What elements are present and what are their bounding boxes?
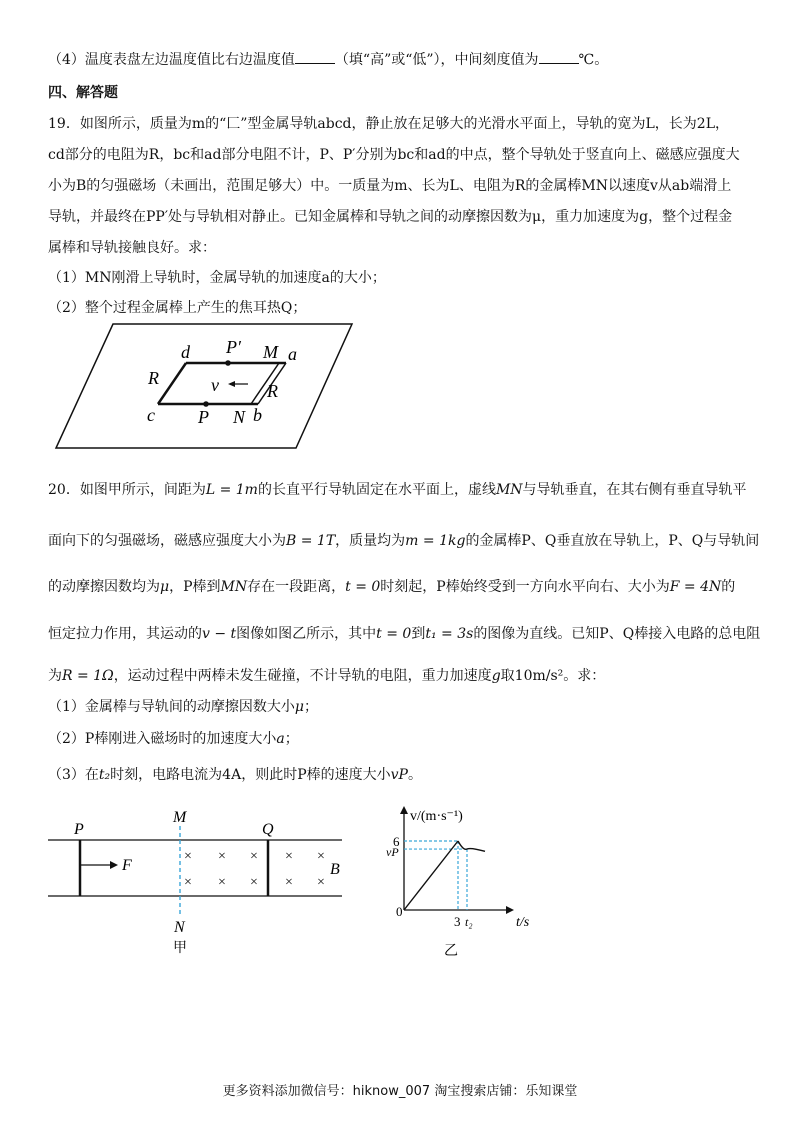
svg-text:×: × <box>218 875 226 890</box>
svg-text:×: × <box>285 875 293 890</box>
label-m: M <box>263 342 278 362</box>
answer-blank <box>539 51 579 64</box>
label-r-left: R <box>148 368 159 388</box>
label-m: M <box>173 809 187 826</box>
q19-line5: 属棒和导轨接触良好。求： <box>48 240 216 256</box>
tick-origin: 0 <box>396 904 403 919</box>
label-p: P <box>198 407 209 427</box>
svg-text:×: × <box>218 849 226 864</box>
label-q: Q <box>262 821 274 838</box>
velocity-arrowhead <box>228 381 235 387</box>
q19-sub2: （2）整个过程金属棒上产生的焦耳热Q； <box>48 300 307 316</box>
q20-sub1: （1）金属棒与导轨间的动摩擦因数大小μ； <box>48 699 319 715</box>
y-axis-label: v/(m·s⁻¹) <box>410 809 463 824</box>
label-p-prime: P′ <box>226 337 241 357</box>
point-p-prime <box>225 360 231 366</box>
y-axis-arrowhead <box>400 806 408 814</box>
q18-part4: （4）温度表盘左边温度值比右边温度值 （填“高”或“低”），中间刻度值为 ℃。 <box>48 52 609 68</box>
svg-text:×: × <box>184 875 192 890</box>
q20-line3: 的动摩擦因数均为μ，P棒到MN存在一段距离，t = 0时刻起，P棒始终受到一方向水平向右、大小为F = 4N的 <box>48 579 736 595</box>
caption-jia: 甲 <box>173 941 187 956</box>
label-a: a <box>288 344 297 364</box>
svg-text:×: × <box>317 849 325 864</box>
q19-line1: 19．如图所示，质量为m的“匚”型金属导轨abcd，静止放在足够大的光滑水平面上，导轨的宽为L，长为2L， <box>48 116 730 132</box>
q19-figure <box>48 322 368 452</box>
label-p: P <box>74 821 84 838</box>
q20-line4: 恒定拉力作用，其运动的v − t图像如图乙所示，其中t = 0到t₁ = 3s的图像为直线。已知P、Q棒接入电路的总电阻 <box>48 626 761 642</box>
tick-x-t2: t₂ <box>465 915 473 929</box>
series-line-curve <box>458 841 485 851</box>
svg-text:×: × <box>317 875 325 890</box>
label-v: v <box>211 375 219 395</box>
series-line-linear <box>404 841 458 910</box>
force-arrowhead <box>110 861 118 869</box>
q19-line2: cd部分的电阻为R，bc和ad部分电阻不计，P、P′分别为bc和ad的中点，整个导轨处于竖直向上、磁感应强度大 <box>48 147 740 163</box>
point-p <box>203 401 209 407</box>
svg-text:×: × <box>250 875 258 890</box>
q20-sub3: （3）在t₂时刻，电路电流为4A，则此时P棒的速度大小vP。 <box>48 767 422 783</box>
q20-figure-left <box>40 808 360 958</box>
label-r-right: R <box>267 381 278 401</box>
q20-sub2: （2）P棒刚进入磁场时的加速度大小a； <box>48 731 299 747</box>
svg-text:×: × <box>250 849 258 864</box>
label-b: B <box>330 861 340 878</box>
label-b: b <box>253 405 262 425</box>
label-c: c <box>147 405 155 425</box>
x-axis-label: t/s <box>516 915 530 930</box>
footer: 更多资料添加微信号：hiknow_007 淘宝搜索店铺：乐知课堂 <box>222 1084 578 1099</box>
q20-line2: 面向下的匀强磁场，磁感应强度大小为B = 1T，质量均为m = 1kg的金属棒P、Q垂直放在导轨上，P、Q与导轨间 <box>48 533 760 549</box>
q19-sub1: （1）MN刚滑上导轨时，金属导轨的加速度a的大小； <box>48 270 386 286</box>
tick-y-vp: vP <box>386 845 399 860</box>
q20-line5: 为R = 1Ω，运动过程中两棒未发生碰撞，不计导轨的电阻，重力加速度g取10m/s²。求： <box>48 668 606 684</box>
label-n: N <box>174 919 185 936</box>
answer-blank <box>295 51 335 64</box>
x-axis-arrowhead <box>506 906 514 914</box>
svg-text:×: × <box>184 849 192 864</box>
section-heading: 四、解答题 <box>48 85 118 101</box>
rail-dc <box>158 363 186 404</box>
plane-outline <box>56 324 352 448</box>
svg-text:×: × <box>285 849 293 864</box>
tick-x-3: 3 <box>454 914 461 929</box>
q20-vt-chart <box>370 800 540 960</box>
tick-y-6: 6 <box>393 834 400 849</box>
q20-line1: 20．如图甲所示，间距为L = 1m的长直平行导轨固定在水平面上，虚线MN与导轨垂直，在其右侧有垂直导轨平 <box>48 482 747 498</box>
label-f: F <box>122 857 132 874</box>
label-n: N <box>233 407 246 427</box>
field-symbols <box>184 849 325 890</box>
q19-line3: 小为B的匀强磁场（未画出，范围足够大）中。一质量为m、长为L、电阻为R的金属棒MN以速度v从ab端滑上 <box>48 178 732 194</box>
label-d: d <box>181 342 190 362</box>
q19-line4: 导轨，并最终在PP′处与导轨相对静止。已知金属棒和导轨之间的动摩擦因数为μ，重力加速度为g，整个过程金 <box>48 209 733 225</box>
caption-yi: 乙 <box>444 944 458 959</box>
